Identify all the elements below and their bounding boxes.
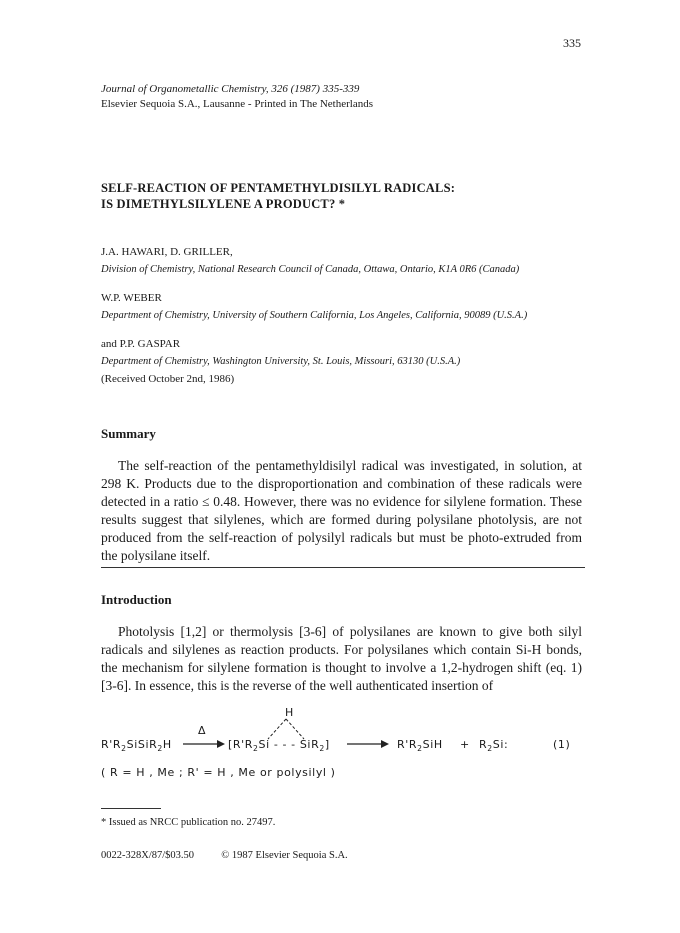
equation-product-2: $R_2Si$: [479,738,509,754]
summary-text: The self-reaction of the pentamethyldisilyl radical was investigated, in solution, at 298 K. Products due to the disproportionation and combination of these radicals were detected in a ratio ≤ 0.48. However, there was no evidence for silylene formation. These results suggest that silylenes, which are formed during polysilane photolysis, are not produced from the self-reaction of polysilyl radicals but must be photo-extruded from the polysilane itself. [101,458,582,563]
equation-arrow-2 [347,739,389,749]
page-number: 335 [563,36,581,50]
author-3: and P.P. GASPAR [101,338,181,350]
affiliation-1: Division of Chemistry, National Research Council of Canada, Ottawa, Ontario, K1A 0R6 (Canada) [101,264,520,275]
equation-reactant: $R'R_2SiSiR_2H$ [101,738,172,754]
equation-number: (1) [553,738,571,751]
issn-price-code: 0022-328X/87/$03.50 [101,850,195,861]
footnote-divider [101,808,161,809]
received-date: (Received October 2nd, 1986) [101,373,235,385]
copyright: © 1987 Elsevier Sequoia S.A. [221,850,348,861]
title-line-2: IS DIMETHYLSILYLENE A PRODUCT? * [101,197,346,211]
author-1: J.A. HAWARI, D. GRILLER, [101,246,233,258]
journal-publisher: Elsevier Sequoia S.A., Lausanne - Printed in The Netherlands [101,98,373,110]
paper-title [101,180,455,212]
equation-transition-state: [$R'R_2Si$ - - - SiR$_2$] [228,738,330,754]
equation-plus: + [460,738,470,751]
journal-header [101,82,373,112]
affiliation-3: Department of Chemistry, Washington University, St. Louis, Missouri, 63130 (U.S.A.) [101,356,461,367]
introduction-body [101,623,582,695]
equation-h-label: H [285,706,294,719]
introduction-heading: Introduction [101,592,172,607]
summary-heading: Summary [101,426,156,441]
equation-product-1: $R'R_2SiH$ [397,738,443,754]
introduction-text: Photolysis [1,2] or thermolysis [3-6] of polysilanes are known to give both silyl radicals and silylenes as reaction products. For polysilanes which contain Si-H bonds, the mechanism for silylene formation is thought to involve a 1,2-hydrogen shift (eq. 1) [3-6]. In essence, this is the reverse of the well authenticated insertion of [101,624,582,693]
journal-citation: Journal of Organometallic Chemistry, 326 (1987) 335-339 [101,83,360,95]
equation-bridge-lines [262,718,310,740]
section-divider [101,567,585,568]
bottom-line [101,850,348,861]
summary-body [101,457,582,565]
footnote: * Issued as NRCC publication no. 27497. [101,817,276,828]
author-2: W.P. WEBER [101,292,162,304]
equation-arrow-1 [183,739,225,749]
equation-conditions: ( R = H , Me ; R' = H , Me or polysilyl ) [101,766,336,779]
title-line-1: SELF-REACTION OF PENTAMETHYLDISILYL RADICALS: [101,181,456,195]
equation-delta: Δ [198,724,207,737]
affiliation-2: Department of Chemistry, University of Southern California, Los Angeles, California, 90089 (U.S.A.) [101,310,528,321]
